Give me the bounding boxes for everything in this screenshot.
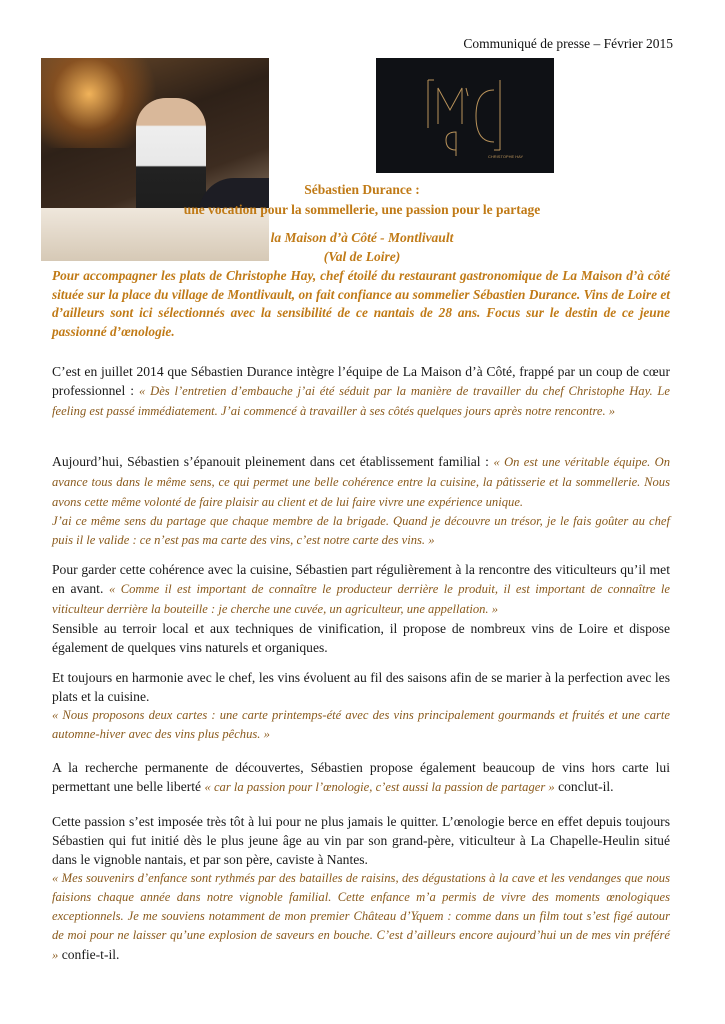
paragraph-3-quote: « Comme il est important de connaître le producteur derrière le produit, il est important de connaître le viticulteur derrière la bouteille : je cherche une cuvée, un agriculteur, une appellation. » (52, 582, 670, 616)
paragraph-6-quote-block (52, 869, 670, 965)
svg-text:CHRISTOPHE HAY: CHRISTOPHE HAY (488, 154, 524, 159)
article-title (40, 180, 684, 220)
paragraph-2 (52, 452, 670, 550)
press-release-date: Communiqué de presse – Février 2015 (463, 36, 673, 51)
paragraph-5 (52, 758, 670, 797)
paragraph-5-text-end: conclut-il. (554, 779, 614, 794)
subtitle-location: la Maison d’à Côté - Montlivault (270, 230, 454, 245)
subtitle-region: (Val de Loire) (323, 249, 401, 264)
paragraph-4-text: Et toujours en harmonie avec le chef, les vins évoluent au fil des saisons afin de se marier à la perfection avec les plats et la cuisine. (52, 670, 670, 704)
paragraph-2-text: Aujourd’hui, Sébastien s’épanouit pleinement dans cet établissement familial : (52, 454, 494, 469)
paragraph-6-text: Cette passion s’est imposée très tôt à lui pour ne plus jamais le quitter. L’œnologie berce en effet depuis toujours Sébastien qui fut initié dès le plus jeune âge au vin par son grand-père, viticulteur à La Chapelle-Heulin situé dans le vignoble nantais, et par son père, caviste à Nantes. (52, 814, 670, 867)
article-subtitle (40, 228, 684, 266)
title-line-1: Sébastien Durance : (304, 182, 420, 197)
paragraph-5-text: A la recherche permanente de découvertes, Sébastien propose également beaucoup de vins hors carte lui permettant une belle liberté (52, 760, 670, 794)
paragraph-1-quote: « Dès l’entretien d’embauche j’ai été séduit par la manière de travailler du chef Christophe Hay. Le feeling est passé immédiatement. J’ai commencé à travailler à ses côtés quelques jours après notre rencontre. » (52, 384, 670, 418)
paragraph-2-quote-continued: J’ai ce même sens du partage que chaque membre de la brigade. Quand je découvre un trésor, je le fais goûter au chef puis il le valide : ce n’est pas ma carte des vins, c’est notre carte des vins. » (52, 514, 670, 547)
paragraph-4 (52, 668, 670, 744)
title-line-2: une vocation pour la sommellerie, une passion pour le partage (183, 202, 541, 217)
paragraph-5-quote: « car la passion pour l’œnologie, c’est aussi la passion de partager » (204, 780, 555, 794)
paragraph-1 (52, 362, 670, 421)
restaurant-logo (376, 58, 554, 173)
paragraph-6-text-end: confie-t-il. (58, 947, 120, 962)
paragraph-3-text-continued: Sensible au terroir local et aux techniques de vinification, il propose de nombreux vins de Loire et dispose également de quelques vins naturels et organiques. (52, 621, 670, 655)
logo-monogram-icon (376, 58, 554, 173)
intro-paragraph: Pour accompagner les plats de Christophe Hay, chef étoilé du restaurant gastronomique de La Maison d’à côté située sur la place du village de Montlivault, on fait confiance au sommelier Sébastien Durance. Vins de Loire et d’ailleurs sont ici sélectionnés avec la sensibilité de ce nantais de 28 ans. Focus sur le destin de ce jeune passionné d’œnologie. (52, 268, 670, 340)
paragraph-3-text: Pour garder cette cohérence avec la cuisine, Sébastien part régulièrement à la rencontre des viticulteurs qu’il met en avant. (52, 562, 670, 596)
paragraph-3 (52, 560, 670, 657)
paragraph-6-quote: « Mes souvenirs d’enfance sont rythmés par des batailles de raisins, des dégustations à la cave et les vendanges que nous faisions chaque année dans notre vignoble familial. Cette enfance m’a permis de vivre des moments œnologiques exceptionnels. Je me souviens notamment de mon premier Château d’Yquem : comme dans un film tout s’est figé autour de moi pour ne laisser qu’une explosion de saveurs en bouche. C’est d’ailleurs encore aujourd’hui un de mes vin préféré » (52, 871, 670, 962)
paragraph-1-text: C’est en juillet 2014 que Sébastien Durance intègre l’équipe de La Maison d’à Côté, frappé par un coup de cœur professionnel : (52, 364, 670, 398)
paragraph-4-quote: « Nous proposons deux cartes : une carte printemps-été avec des vins principalement gourmands et fruités et une carte automne-hiver avec des vins plus pêchus. » (52, 708, 670, 741)
paragraph-6 (52, 812, 670, 965)
paragraph-2-quote: « On est une véritable équipe. On avance tous dans le même sens, ce qui permet une belle cohérence entre la cuisine, la pâtisserie et la sommellerie. Nous avons cette même volonté de faire plaisir au client et de lui faire vivre une expérience unique. (52, 455, 670, 509)
